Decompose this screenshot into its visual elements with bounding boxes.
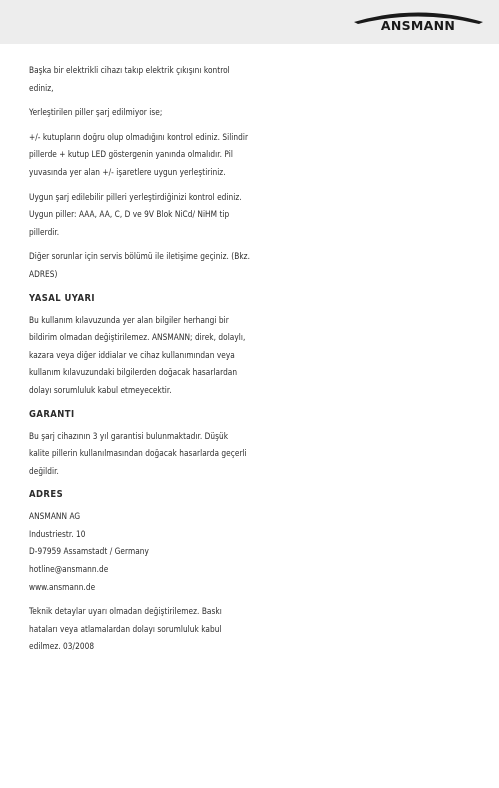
troubleshoot-p1: Başka bir elektrikli cihazı takıp elektrik çıkışını kontrol ediniz, xyxy=(29,66,230,94)
ansmann-logo xyxy=(350,9,487,35)
warranty-text: Bu şarj cihazının 3 yıl garantisi bulunmaktadır. Düşük kalite pillerin kullanılmasından doğacak hasarlarda geçerli değildir. xyxy=(29,431,247,477)
address-company: ANSMANN AG xyxy=(29,512,81,523)
address-email: hotline@ansmann.de xyxy=(29,565,109,576)
header-band xyxy=(0,0,499,44)
address-website: www.ansmann.de xyxy=(29,582,96,593)
address-street: Industriestr. 10 xyxy=(29,529,86,540)
address-block xyxy=(29,509,251,597)
troubleshoot-p5: Diğer sorunlar için servis bölümü ile iletişime geçiniz. (Bkz. ADRES) xyxy=(29,252,250,280)
address-city: D-97959 Assamstadt / Germany xyxy=(29,547,149,558)
disclaimer-note: Teknik detaylar uyarı olmadan değiştirilemez. Baskı hataları veya atlamalardan dolayı sorumluluk kabul edilmez. 03/2008 xyxy=(29,607,222,653)
document-body xyxy=(29,63,251,664)
troubleshoot-p2: Yerleştirilen piller şarj edilmiyor ise; xyxy=(29,108,163,119)
address-heading: ADRES xyxy=(29,489,64,501)
troubleshoot-p4: Uygun şarj edilebilir pilleri yerleştirdiğinizi kontrol ediniz. Uygun piller: AAA, AA, C, D ve 9V Blok NiCd/ NiHM tip pillerdir. xyxy=(29,192,242,238)
logo-text: ANSMANN xyxy=(380,18,456,33)
legal-heading: YASAL UYARI xyxy=(29,292,96,304)
troubleshoot-p3: +/- kutupların doğru olup olmadığını kontrol ediniz. Silindir pillerde + kutup LED göstergenin yanında olmalıdır. Pil yuvasında yer alan +/- işaretlere uygun yerleştiriniz. xyxy=(29,132,249,178)
warranty-heading: GARANTİ xyxy=(29,408,75,420)
legal-text: Bu kullanım kılavuzunda yer alan bilgiler herhangi bir bildirim olmadan değiştirilemez. ANSMANN; direk, dolaylı, kazara veya diğer iddialar ve cihaz kullanımından veya kullanım kılavuzundaki bilgilerden doğacak hasarlardan dolayı sorumluluk kabul etmeyecektir. xyxy=(29,315,246,396)
